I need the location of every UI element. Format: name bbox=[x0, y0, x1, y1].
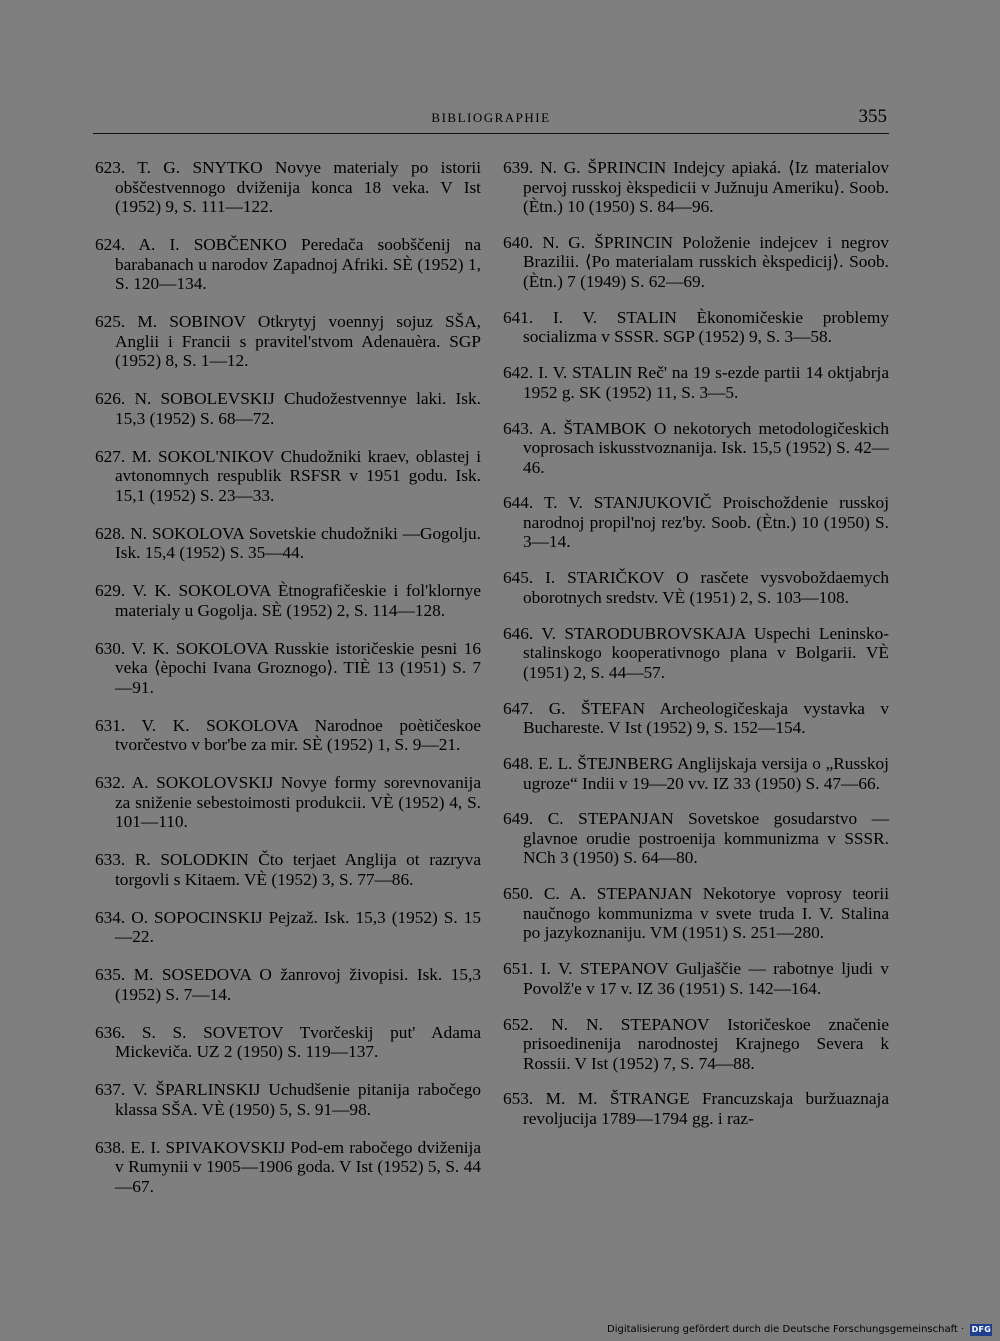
bibliography-entry: 623. T. G. SNYTKO Novye materialy po istorii obščestvennogo dviženija konca 18 veka. V Ist (1952) 9, S. 111—122. bbox=[95, 158, 481, 216]
bibliography-entry: 645. I. STARIČKOV O rasčete vysvoboždaemych oborotnych sredstv. VÈ (1951) 2, S. 103—108. bbox=[503, 568, 889, 607]
right-column bbox=[503, 158, 889, 1145]
bibliography-entry: 650. C. A. STEPANJAN Nekotorye voprosy teorii naučnogo kommunizma v svete truda I. V. Stalina po jazykoznaniju. VM (1951) S. 251—280. bbox=[503, 884, 889, 943]
page-number: 355 bbox=[858, 106, 887, 127]
running-title: BIBLIOGRAPHIE bbox=[431, 110, 551, 125]
bibliography-entry: 643. A. ŠTAMBOK O nekotorych metodologičeskich voprosach iskusstvoznanija. Isk. 15,5 (1952) S. 42—46. bbox=[503, 418, 889, 477]
bibliography-entry: 647. G. ŠTEFAN Archeologičeskaja vystavka v Buchareste. V Ist (1952) 9, S. 152—154. bbox=[503, 698, 889, 738]
bibliography-entry: 653. M. M. ŠTRANGE Francuzskaja buržuaznaja revoljucija 1789—1794 gg. i raz- bbox=[503, 1089, 889, 1128]
bibliography-entry: 632. A. SOKOLOVSKIJ Novye formy sorevnovanija za sniženie sebestoimosti produkcii. VÈ (1952) 4, S. 101—110. bbox=[95, 773, 481, 831]
bibliography-entry: 638. E. I. SPIVAKOVSKIJ Pod-em rabočego dviženija v Rumynii v 1905—1906 goda. V Ist (1952) 5, S. 44—67. bbox=[95, 1137, 481, 1196]
bibliography-entry: 627. M. SOKOL'NIKOV Chudožniki kraev, oblastej i avtonomnych respublik RSFSR v 1951 godu. Isk. 15,1 (1952) S. 23—33. bbox=[95, 446, 481, 505]
bibliography-entry: 651. I. V. STEPANOV Guljaščie — rabotnye ljudi v Povolž'e v 17 v. IZ 36 (1951) S. 142—164. bbox=[503, 959, 889, 998]
left-column bbox=[95, 158, 481, 1215]
credit-text: Digitalisierung gefördert durch die Deutsche Forschungsgemeinschaft · bbox=[607, 1324, 965, 1335]
bibliography-entry: 635. M. SOSEDOVA O žanrovoj živopisi. Isk. 15,3 (1952) S. 7—14. bbox=[95, 965, 481, 1004]
bibliography-entry: 649. C. STEPANJAN Sovetskoe gosudarstvo — glavnoe orudie postroenija kommunizma v SSSR. NCh 3 (1950) S. 64—80. bbox=[503, 809, 889, 868]
bibliography-entry: 633. R. SOLODKIN Čto terjaet Anglija ot razryva torgovli s Kitaem. VÈ (1952) 3, S. 77—86. bbox=[95, 850, 481, 889]
bibliography-entry: 629. V. K. SOKOLOVA Ètnografičeskie i fol'klornye materialy u Gogolja. SÈ (1952) 2, S. 114—128. bbox=[95, 581, 481, 620]
digitization-credit bbox=[607, 1323, 992, 1337]
bibliography-entry: 642. I. V. STALIN Reč' na 19 s-ezde partii 14 oktjabrja 1952 g. SK (1952) 11, S. 3—5. bbox=[503, 363, 889, 402]
bibliography-entry: 625. M. SOBINOV Otkrytyj voennyj sojuz SŠA, Anglii i Francii s pravitel'stvom Adenauèra. SGP (1952) 8, S. 1—12. bbox=[95, 312, 481, 370]
bibliography-entry: 644. T. V. STANJUKOVIČ Proischoždenie russkoj narodnoj propil'noj rez'by. Soob. (Ètn.) 10 (1950) S. 3—14. bbox=[503, 493, 889, 552]
header-rule bbox=[93, 133, 889, 134]
bibliography-entry: 628. N. SOKOLOVA Sovetskie chudožniki —Gogolju. Isk. 15,4 (1952) S. 35—44. bbox=[95, 523, 481, 562]
bibliography-entry: 639. N. G. ŠPRINCIN Indejcy apiaká. ⟨Iz materialov pervoj russkoj èkspedicii v Južnuju Ameriku⟩. Soob. (Ètn.) 10 (1950) S. 84—96. bbox=[503, 158, 889, 216]
running-header bbox=[93, 104, 889, 134]
bibliography-entry: 624. A. I. SOBČENKO Peredača soobščenij na barabanach u narodov Zapadnoj Afriki. SÈ (1952) 1, S. 120—134. bbox=[95, 235, 481, 293]
bibliography-entry: 637. V. ŠPARLINSKIJ Uchudšenie pitanija rabočego klassa SŠA. VÈ (1950) 5, S. 91—98. bbox=[95, 1080, 481, 1119]
bibliography-entry: 646. V. STARODUBROVSKAJA Uspechi Leninsko-stalinskogo kooperativnogo plana v Bolgarii. VÈ (1951) 2, S. 44—57. bbox=[503, 623, 889, 682]
bibliography-entry: 634. O. SOPOCINSKIJ Pejzaž. Isk. 15,3 (1952) S. 15—22. bbox=[95, 907, 481, 946]
bibliography-entry: 636. S. S. SOVETOV Tvorčeskij put' Adama Mickeviča. UZ 2 (1950) S. 119—137. bbox=[95, 1022, 481, 1061]
bibliography-entry: 630. V. K. SOKOLOVA Russkie istoričeskie pesni 16 veka ⟨èpochi Ivana Groznogo⟩. TIÈ 13 (1951) S. 7—91. bbox=[95, 638, 481, 697]
dfg-logo: DFG bbox=[971, 1325, 992, 1334]
bibliography-entry: 631. V. K. SOKOLOVA Narodnoe poètičeskoe tvorčestvo v bor'be za mir. SÈ (1952) 1, S. 9—21. bbox=[95, 715, 481, 754]
bibliography-entry: 648. E. L. ŠTEJNBERG Anglijskaja versija o „Russkoj ugroze“ Indii v 19—20 vv. IZ 33 (1950) S. 47—66. bbox=[503, 754, 889, 793]
bibliography-entry: 652. N. N. STEPANOV Istoričeskoe značenie prisoedinenija narodnostej Krajnego Severa k Rossii. V Ist (1952) 7, S. 74—88. bbox=[503, 1014, 889, 1073]
bibliography-entry: 640. N. G. ŠPRINCIN Položenie indejcev i negrov Brazilii. ⟨Po materialam russkich èkspedicij⟩. Soob. (Ètn.) 7 (1949) S. 62—69. bbox=[503, 232, 889, 291]
bibliography-entry: 641. I. V. STALIN Èkonomičeskie problemy socializma v SSSR. SGP (1952) 9, S. 3—58. bbox=[503, 307, 889, 347]
bibliography-entry: 626. N. SOBOLEVSKIJ Chudožestvennye laki. Isk. 15,3 (1952) S. 68—72. bbox=[95, 389, 481, 428]
